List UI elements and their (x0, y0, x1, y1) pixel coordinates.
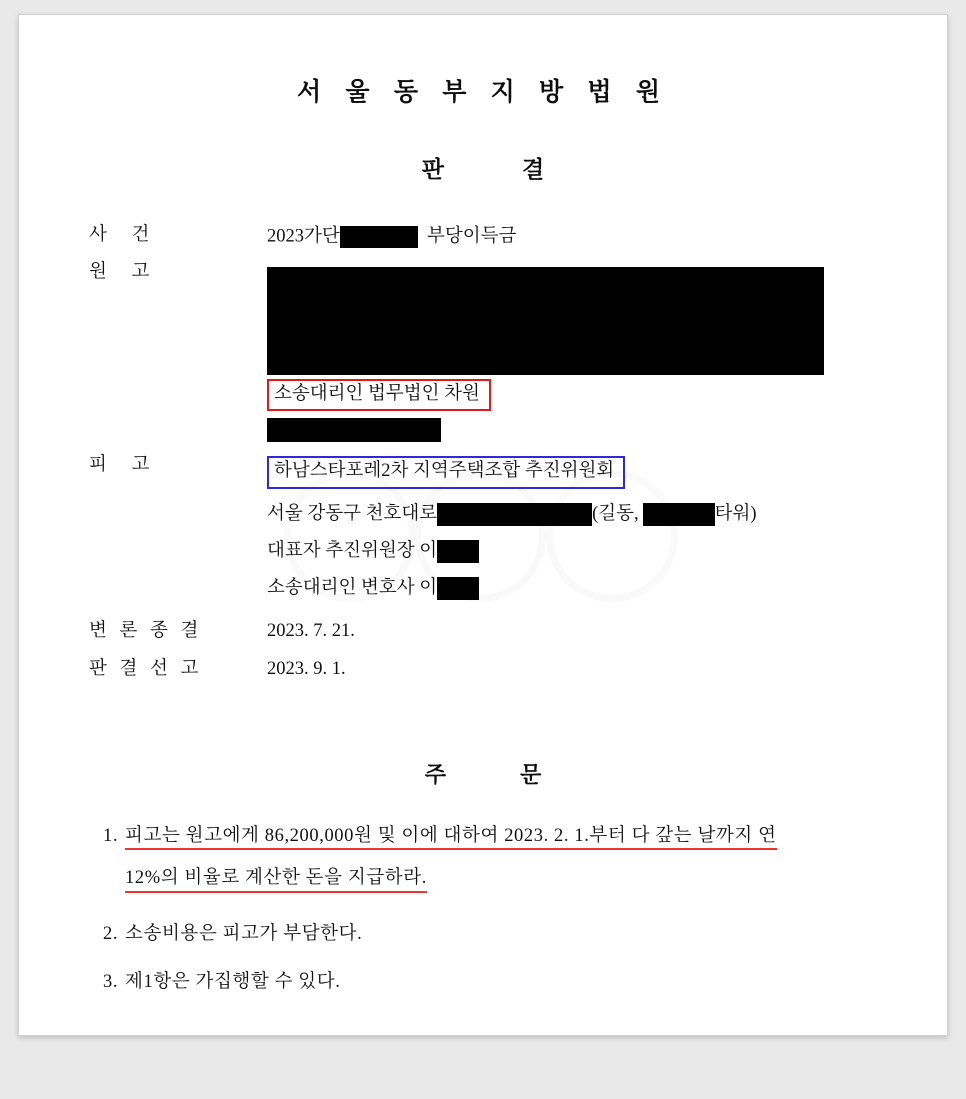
case-meta-block (19, 226, 947, 686)
order-item-number: 2. (103, 923, 119, 944)
plaintiff-label: 원 고 (89, 262, 160, 282)
judgment-label: 판 결 선 고 (89, 658, 203, 679)
order-item-text: 피고는 원고에게 86,200,000원 및 이에 대하여 2023. 2. 1.부터 다 갚는 날까지 연 (125, 826, 777, 850)
redaction-address-street (437, 503, 592, 526)
document-page (18, 14, 948, 1036)
order-item (103, 967, 887, 993)
defendant-representative-label: 대표자 추진위원장 이 (267, 540, 438, 561)
case-label: 사 건 (89, 225, 160, 245)
defendant-row (19, 456, 947, 599)
document-kind-left: 판 (421, 157, 444, 182)
order-heading-left: 주 (424, 761, 446, 787)
closing-row (19, 622, 947, 648)
order-item-continuation (103, 863, 887, 893)
order-item (103, 821, 887, 893)
plaintiff-attorney: 소송대리인 법무법인 차원 (267, 379, 491, 411)
order-heading-right: 문 (520, 761, 542, 787)
redaction-defendant-attorney-name (437, 577, 479, 600)
case-value (194, 226, 947, 248)
order-item-continuation-text: 12%의 비율로 계산한 돈을 지급하라. (125, 863, 427, 893)
defendant-address (267, 503, 947, 526)
plaintiff-value (194, 263, 947, 442)
closing-label: 변 론 종 결 (89, 620, 203, 641)
order-item-text: 제1항은 가집행할 수 있다. (125, 971, 341, 992)
defendant-address-suffix: 타워) (714, 503, 757, 524)
plaintiff-row (19, 263, 947, 442)
redaction-case-number (340, 226, 418, 248)
defendant-name: 하남스타포레2차 지역주택조합 추진위원회 (267, 456, 625, 488)
document-content (19, 72, 947, 993)
redaction-plaintiff-attorney-detail (267, 418, 441, 442)
closing-date: 2023. 7. 21. (267, 620, 355, 641)
judgment-row (19, 660, 947, 686)
defendant-attorney (267, 577, 947, 600)
case-row (19, 226, 947, 252)
case-number-prefix: 2023가단 (267, 226, 340, 247)
court-title: 서 울 동 부 지 방 법 원 (297, 79, 669, 106)
judgment-date: 2023. 9. 1. (267, 658, 346, 679)
defendant-label: 피 고 (89, 455, 160, 476)
order-item-number: 1. (103, 825, 119, 846)
redaction-address-building (643, 503, 715, 526)
redaction-plaintiff-info (267, 267, 824, 375)
case-subject: 부당이득금 (427, 226, 517, 247)
order-heading (19, 758, 947, 789)
defendant-address-prefix: 서울 강동구 천호대로 (267, 503, 438, 524)
defendant-representative (267, 540, 947, 563)
document-kind-right: 결 (522, 157, 545, 182)
order-item-number: 3. (103, 971, 119, 992)
order-item (103, 919, 887, 945)
redaction-representative-name (437, 540, 479, 563)
defendant-address-mid: (길동, (592, 503, 639, 524)
order-item-text: 소송비용은 피고가 부담한다. (125, 923, 363, 944)
defendant-attorney-label: 소송대리인 변호사 이 (267, 577, 438, 598)
defendant-value (194, 456, 947, 599)
document-kind (19, 151, 947, 184)
order-list (19, 821, 947, 993)
